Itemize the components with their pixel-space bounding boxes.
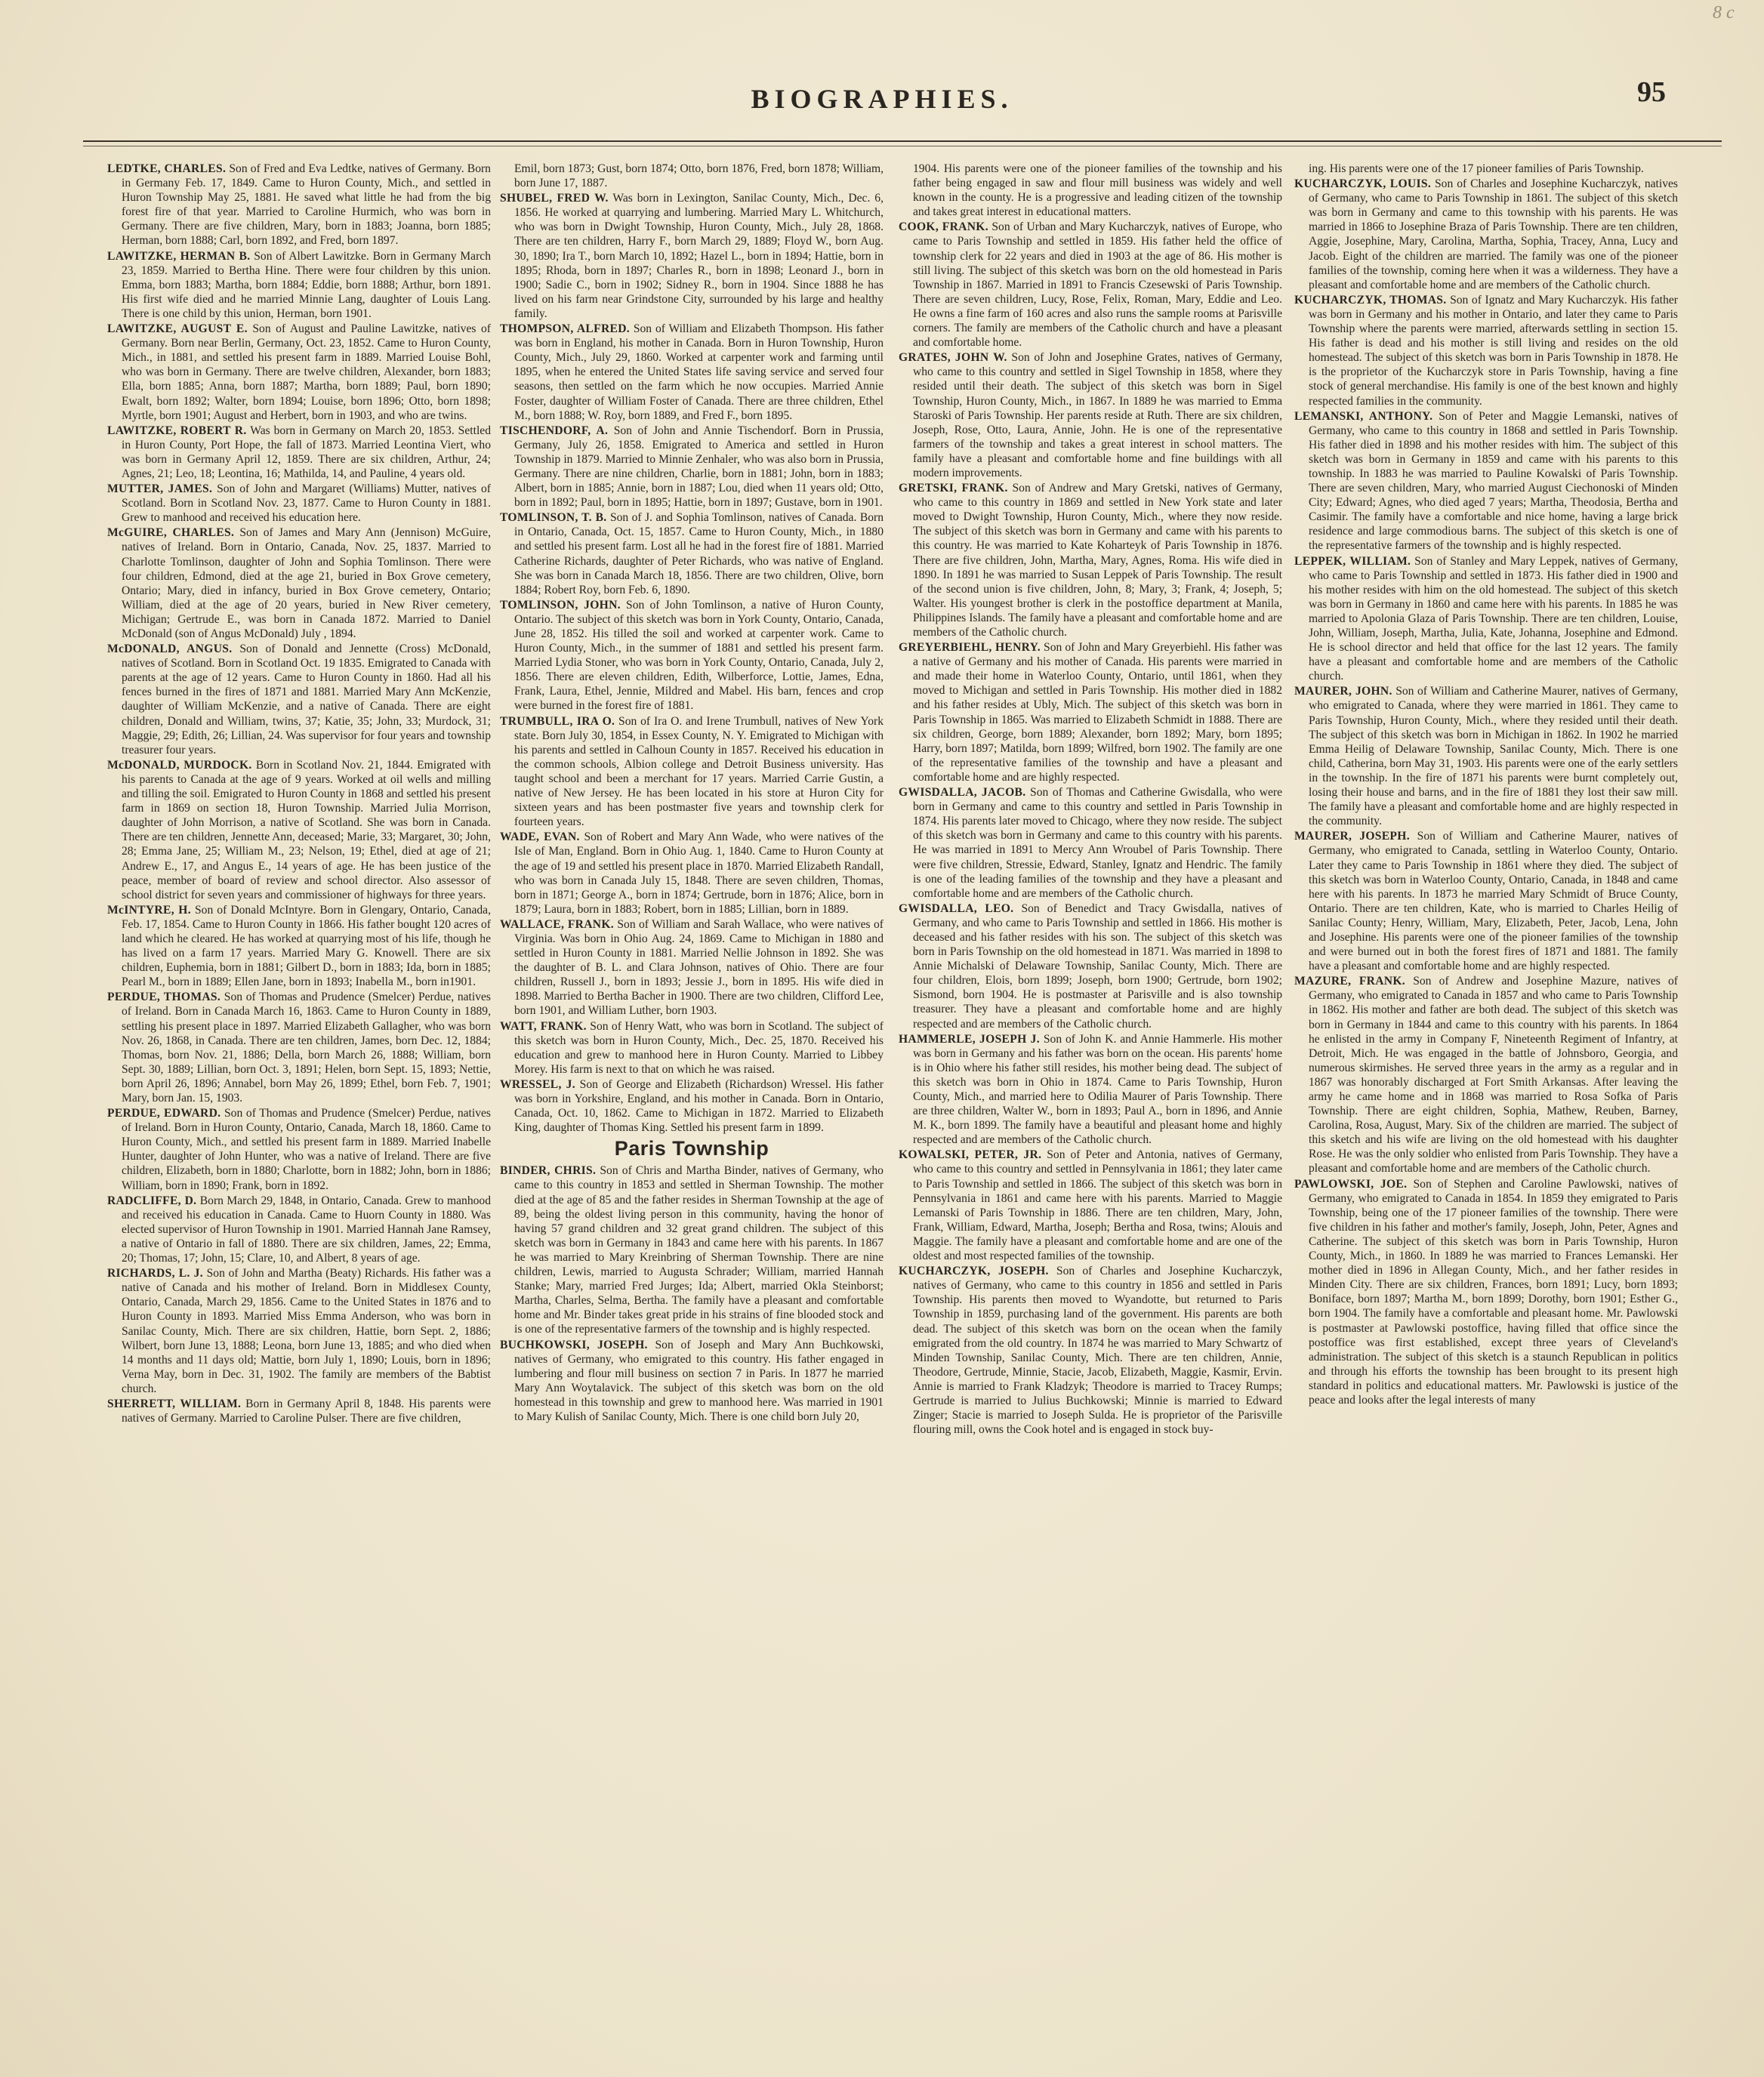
- biography-entry: [899, 1148, 1282, 1263]
- biography-name: RADCLIFFE, D.: [107, 1194, 197, 1207]
- biography-text: Son of William and Catherine Maurer, natives of Germany, who emigrated to Canada, where they were married in 1861. They came to Paris Township, Huron County, Mich., where they resided until their death. The subject of this sketch was born in Michigan in 1862. In 1902 he married Emma Heilig of Delaware Township, Sanilac County, Mich. There is one child, Catherina, born May 31, 1903. His parents were one of the early settlers in the township. In the fire of 1871 his parents were burnt completely out, losing their house and barns, and in the fire of 1881 they lost their saw mill. The family have a pleasant and comfortable home and are highly respected in the community.: [1309, 685, 1678, 828]
- biography-name: MAURER, JOSEPH.: [1294, 830, 1410, 843]
- biography-name: PAWLOWSKI, JOE.: [1294, 1177, 1408, 1191]
- biography-name: TOMLINSON, JOHN.: [500, 598, 621, 612]
- biography-name: WADE, EVAN.: [500, 830, 580, 844]
- biography-text: Son of Andrew and Josephine Mazure, natives of Germany, who emigrated to Canada in 1857 and who came to Paris Township in 1862. His mother and father are both dead. The subject of this sketch was born in Germany in 1844 and came to this country with his parents. In 1864 he enlisted in the army in Company F, Nineteenth Regiment of Infantry, at Detroit, Mich. He was engaged in the battle of Johnsboro, Georgia, and numerous skirmishes. He served three years in the army as a regular and in 1867 was honorably discharged at Fort Smith Arkansas. After leaving the army he came home and in 1868 was married to Rosa Sofka of Paris Township. There are eight children, Sophia, Mathew, Reuben, Barney, Carolina, Rosa, August, Mary. Six of the children are married. The subject of this sketch and his wife are living on the old homestead with his daughter Rose. He was the only soldier who enlisted from Paris Township. They have a pleasant and comfortable home and are members of the Catholic church.: [1309, 975, 1678, 1176]
- biography-text: Son of Ira O. and Irene Trumbull, natives of New York state. Born July 30, 1854, in Essex County, N. Y. Emigrated to Michigan with his parents and settled in Calhoun County in 1857. Received his education in the common schools, Albion college and Detroit Business university. Has taught school and been a merchant for 17 years. Married Carrie Gustin, a native of New Jersey. He has been located in his store at Huron City for sixteen years and has been postmaster five years and township clerk for fourteen years.: [514, 714, 884, 829]
- biography-name: LEDTKE, CHARLES.: [107, 162, 227, 175]
- biography-text: Emil, born 1873; Gust, born 1874; Otto, born 1876, Fred, born 1878; William, born June 17, 1887.: [514, 162, 884, 190]
- biography-text: Born in Scotland Nov. 21, 1844. Emigrated with his parents to Canada at the age of 9 years. Worked at oil wells and milling and tilling the soil. Emigrated to Huron County in 1868 and settled his present farm in 1869 on section 18, Huron Township. Married Julia Morrison, daughter of John Morrison, a native of Scotland. She was born in Canada. There are ten children, Jennette Ann, deceased; Marie, 33; Margaret, 30; John, 28; Emma Jane, 25; William M., 23; Nelson, 19; Ethel, died at age of 21; Andrew E., 17, and Angus E., 14 years of age. He has been justice of the peace, member of board of review and school director. Also assessor of school district for seven years and commissioner of highways for three years.: [122, 758, 491, 901]
- biography-text: Was born in Germany on March 20, 1853. Settled in Huron County, Port Hope, the fall of 1873. Married Leontina Viert, who was born in Germany April 12, 1859. There are six children, Arthur, 24; Agnes, 21; Leo, 18; Leontina, 16; Mathilda, 14, and Pauline, 4 years old.: [122, 424, 491, 480]
- biography-entry: [107, 249, 491, 321]
- biography-text: Son of Fred and Eva Ledtke, natives of Germany. Born in Germany Feb. 17, 1849. Came to Huron County, Mich., and settled in Huron Township May 25, 1881. He saved what little he had from the big forest fire of that year. Married to Caroline Hurmich, who was born in Germany. There are five children, Mary, born in 1883; Joanna, born 1885; Herman, born 1888; Carl, born 1892, and Fred, born 1897.: [122, 162, 491, 248]
- biography-entry: [107, 642, 491, 757]
- biography-entry: [107, 424, 491, 481]
- biography-text: Son of Andrew and Mary Gretski, natives of Germany, who came to this country in 1869 and settled in New York state and later moved to Dwight Township, Huron County, Mich., where they now reside. The subject of this sketch was born in Germany and came with his parents to this country. He was married to Kate Koharteyk of Paris Township in 1876. There are five children, John, Martha, Mary, Agnes, Roma. His wife died in 1890. In 1891 he was married to Susan Leppek of Paris Township. The result of the second union is five children, John, 8; Mary, 3; Frank, 4; Joseph, 5; Walter. His youngest brother is clerk in the postoffice department at Manila, Philippines Islands. The family have a pleasant and comfortable home and are members of the Catholic church.: [913, 482, 1282, 639]
- biography-entry: [107, 322, 491, 423]
- biography-text: Son of Joseph and Mary Ann Buchkowski, natives of Germany, who emigrated to this country. His father engaged in lumbering and flour mill business on section 7 in Paris. In 1877 he married Mary Ann Woytalavick. The subject of this sketch was born on the old homestead in this township and grew to manhood here. Was married in 1901 to Mary Kulish of Sanilac County, Mich. There is one child born July 20,: [514, 1338, 884, 1423]
- biography-name: THOMPSON, ALFRED.: [500, 322, 630, 336]
- biography-name: KUCHARCZYK, LOUIS.: [1294, 177, 1432, 191]
- biography-name: SHERRETT, WILLIAM.: [107, 1397, 242, 1410]
- biography-entry: [899, 220, 1282, 350]
- biography-name: GWISDALLA, JACOB.: [899, 786, 1026, 800]
- biography-entry: [1294, 554, 1678, 684]
- biography-name: KUCHARCZYK, JOSEPH.: [899, 1265, 1049, 1278]
- biography-name: TISCHENDORF, A.: [500, 424, 609, 437]
- biography-text: Son of Urban and Mary Kucharczyk, natives of Europe, who came to Paris Township and settled in 1859. His father held the office of township clerk for 22 years and died in 1903 at the age of 86. His mother is still living. The subject of this sketch was born on the old homestead in Paris Township in 1867. Married in 1891 to Francis Czesewski of Paris Township. There are seven children, Lucy, Rose, Felix, Roman, Mary, Eddie and Leo. He owns a fine farm of 160 acres and also runs the sample rooms at Parisville corners. The family are members of the Catholic church and have a pleasant and comfortable home.: [913, 220, 1282, 350]
- section-heading: Paris Township: [614, 1137, 769, 1160]
- biography-name: MUTTER, JAMES.: [107, 482, 213, 496]
- biography-text: Son of Donald McIntyre. Born in Glengary, Ontario, Canada, Feb. 17, 1854. Came to Huron County in 1866. His father bought 120 acres of land which he cleared. He has worked at quarrying most of his life, though he has lived on a farm 17 years. Married Mary G. Knowell. There are six children, Euphemia, born in 1881; Gilbert D., born in 1883; Ida, born in 1885; Pearl M., born in 1889; Ellen Jane, born in 1893; Inabella M., born in1901.: [122, 903, 491, 989]
- biography-text: Was born in Lexington, Sanilac County, Mich., Dec. 6, 1856. He worked at quarrying and lumbering. Married Mary L. Whitchurch, who was born in Dwight Township, Huron County, Mich., July 28, 1868. There are ten children, Harry F., born March 29, 1889; Floyd W., born Aug. 30, 1890; Ira T., born March 10, 1892; Hazel L., born in 1894; Hattie, born in 1895; Rhoda, born in 1897; Charles R., born in 1898; Leonard J., born in 1900; Sadie C., born in 1902; Sidney R., born in 1904. Since 1888 he has lived on his farm near Grindstone City, surrounded by his large and healthy family.: [514, 192, 884, 320]
- biography-entry: [107, 990, 491, 1105]
- biography-name: LEMANSKI, ANTHONY.: [1294, 409, 1433, 423]
- biography-text: Son of Thomas and Prudence (Smelcer) Perdue, natives of Ireland. Born in Huron County, Ontario, Canada, March 18, 1860. Came to Huron County, Mich., and settled his present farm in 1889. Married Inabelle Hunter, daughter of John Hunter, who was a native of Ireland. There are five children, Elizabeth, born in 1880; Charlotte, born in 1882; John, born in 1886; William, born in 1890; Frank, born in 1892.: [122, 1107, 491, 1192]
- biography-entry: [1294, 177, 1678, 292]
- biography-name: McINTYRE, H.: [107, 903, 191, 917]
- biography-entry: [899, 1264, 1282, 1437]
- biography-text: Born March 29, 1848, in Ontario, Canada. Grew to manhood and received his education in Canada. Came to Huorn County in 1880. Was elected supervisor of Huron Township in 1901. Married Hannah Jane Ramsey, a native of Ontario in fall of 1880. There are six children, James, 22; Emma, 20; Thomas, 17; John, 15; Clare, 10, and Albert, 8 years of age.: [122, 1194, 491, 1265]
- biography-name: LAWITZKE, ROBERT R.: [107, 424, 247, 437]
- text-column-2: [500, 162, 884, 2049]
- biography-entry: [1294, 162, 1678, 176]
- biography-entry: [500, 191, 884, 321]
- biography-entry: [107, 1194, 491, 1265]
- biography-entry: [500, 830, 884, 917]
- biography-name: RICHARDS, L. J.: [107, 1267, 203, 1280]
- biography-name: SHUBEL, FRED W.: [500, 192, 609, 205]
- text-column-1: [107, 162, 491, 2049]
- biography-text: Son of John and Martha (Beaty) Richards. His father was a native of Canada and his mother of Ireland. Born in Middlesex County, Ontario, Canada, March 29, 1856. Came to the United States in 1876 and to Huron County in 1893. Married Miss Emma Anderson, who was born in Sanilac County, Mich. There are six children, Hattie, born Sept. 2, 1886; Wilbert, born June 13, 1888; Leona, born June 13, 1885; and who died when 14 months and 11 days old; Mattie, born July 1, 1890; Louis, born in 1896; Verna May, born in Dec. 31, 1902. The family are members of the Babtist church.: [122, 1267, 491, 1395]
- biography-name: MAZURE, FRANK.: [1294, 975, 1405, 988]
- biography-text: Son of William and Sarah Wallace, who were natives of Virginia. Was born in Ohio Aug. 24, 1869. Came to Michigan in 1880 and settled in Huron County in 1881. Married Nellie Johnson in 1892. She was the daughter of B. L. and Clara Johnson, natives of Ohio. There are four children, Russell J., born in 1893; Jessie J., born in 1895. His wife died in 1898. Married to Bertha Bacher in 1900. There are two children, Clifford Lee, born 1901, and William Luther, born 1903.: [514, 917, 884, 1018]
- biography-text: Son of Peter and Maggie Lemanski, natives of Germany, who came to this country in 1868 and settled in Paris Township. His father died in 1898 and his mother resides with him. The subject of this sketch was born in Germany in 1859 and came with his parents to this township. In 1883 he was married to Pauline Kowalski of Paris Township. There are seven children, Mary, who married August Ciechonoski of Minden City; Edward; Agnes, who died aged 7 years; Martha, Theodosia, Bertha and Casimir. The family have a comfortable and nice home, having a large brick residence and large commodious barns. The subject of this sketch is one of the representative farmers of the township and is highly respected.: [1309, 409, 1678, 553]
- biography-name: BUCHKOWSKI, JOSEPH.: [500, 1338, 648, 1351]
- biography-entry: [500, 917, 884, 1018]
- biography-text: Son of Charles and Josephine Kucharczyk, natives of Germany, who came to Paris Township in 1861. The subject of this sketch was born in Germany and came to this township with his parents. He was married in 1866 to Josephine Braza of Paris Township. There are ten children, Aggie, Josephine, Mary, Carolina, Martha, Sophia, Tracey, Anna, Lucy and Jacob. Eight of the children are married. The family was one of the pioneer families of the township, coming here when it was a wilderness. They have a pleasant and comfortable home and are members of the Catholic church.: [1309, 177, 1678, 291]
- biography-name: COOK, FRANK.: [899, 220, 988, 234]
- biography-text: 1904. His parents were one of the pioneer families of the township and his father being engaged in saw and flour mill business was widely and well known in the county. He is a progressive and leading citizen of the township and takes great interest in educational matters.: [913, 162, 1282, 219]
- biography-name: McGUIRE, CHARLES.: [107, 526, 235, 540]
- header-rule: [83, 140, 1722, 142]
- biography-name: McDONALD, ANGUS.: [107, 643, 233, 656]
- biography-text: Son of Peter and Antonia, natives of Germany, who came to this country and settled in Pennsylvania in 1861; they later came to Paris Township and settled in 1866. The subject of this sketch was born in Pennsylvania in 1861 and came here with his parents. Married to Maggie Lemanski of Paris Township in 1886. There are ten children, Mary, John, Frank, William, Edward, Martha, Joseph; Bertha and Rosa, twins; Alouis and Maggie. The family have a pleasant and comfortable home and are one of the oldest and most respected families of the township.: [913, 1148, 1282, 1263]
- biography-text: Son of James and Mary Ann (Jennison) McGuire, natives of Ireland. Born in Ontario, Canada, Nov. 25, 1837. Married to Charlotte Tomlinson, daughter of John and Sophia Tomlinson. There were four children, Edmond, died at the age 21, buried in Box Grove cemetery, Ontario; Mary, died in infancy, buried in Box Grove cemetery, Ontario; William, died at the age of 20 years, buried in New River cemetery, Michigan; Gertrude E., was born in Canada 1872. Married to Daniel McDonald (son of Angus McDonald) July , 1894.: [122, 526, 491, 640]
- biography-text: Son of J. and Sophia Tomlinson, natives of Canada. Born in Ontario, Canada, Oct. 15, 1857. Came to Huron County, Mich., in 1880 and settled his present farm. Lost all he had in the forest fire of 1881. Married Catherine Richards, daughter of Peter Richards, who was native of England. She was born in Canada March 18, 1856. There are two children, Olive, born 1884; Robert Roy, born Feb. 6, 1890.: [514, 511, 884, 596]
- biography-text: Son of John K. and Annie Hammerle. His mother was born in Germany and his father was born on the ocean. His parents' home is in Ohio where his father still resides, his mother being dead. The subject of this sketch was born in Ohio in 1874. Came to Paris Township, Huron County, Mich., and married here to Odilia Maurer of Paris Township. There are three children, Walter W., born in 1893; Paul A., born in 1896, and Annie M. K., born 1899. The family have a beautiful and pleasant home and highly respected and are members of the Catholic church.: [913, 1032, 1282, 1147]
- biography-entry: [1294, 829, 1678, 973]
- biography-entry: [107, 758, 491, 902]
- biography-text: Son of William and Elizabeth Thompson. His father was born in England, his mother in Canada. Born in Huron Township, Huron County, Mich., July 29, 1860. Worked at carpenter work and farming until 1895, when he entered the United States life saving service and served four seasons, then settled on the farm which he now occupies. Married Annie Foster, daughter of William Foster of Canada. There are three children, Ethel M., born 1888; W. Roy, born 1889, and Fred F., born 1895.: [514, 322, 884, 422]
- biography-entry: [500, 1019, 884, 1077]
- biography-name: LAWITZKE, HERMAN B.: [107, 249, 251, 263]
- biography-text: Son of Benedict and Tracy Gwisdalla, natives of Germany, and who came to Paris Township and settled in 1866. His mother is deceased and his father resides with his son. The subject of this sketch was born in Paris Township on the old homestead in 1871. Was married in 1898 to Annie Michalski of Delaware Township, Sanilac County, Mich. There are four children, Elois, born 1899; Joseph, born 1900; Gertrude, born 1902; Sismond, born 1904. He is postmaster at Parisville and is also township treasurer. They have a pleasant and comfortable home and are highly respected and are members of the Catholic church.: [913, 901, 1282, 1031]
- biography-name: KUCHARCZYK, THOMAS.: [1294, 293, 1447, 307]
- biography-entry: [107, 1266, 491, 1396]
- biography-entry: [500, 424, 884, 510]
- biography-text: Son of George and Elizabeth (Richardson) Wressel. His father was born in Yorkshire, England, and his mother in Canada. Born in Ontario, Canada, Oct. 10, 1862. Came to Michigan in 1872. Married to Elizabeth King, daughter of Thomas King. Settled his present farm in 1899.: [514, 1077, 884, 1135]
- biography-name: KOWALSKI, PETER, JR.: [899, 1148, 1042, 1162]
- biography-entry: [107, 903, 491, 990]
- biography-text: Son of Albert Lawitzke. Born in Germany March 23, 1859. Married to Bertha Hine. There were four children by this union. Emma, born 1883; Martha, born 1884; Eddie, born 1888; Arthur, born 1891. His first wife died and he married Minnie Lang, daughter of Louis Lang. There is one child by this union, Herman, born 1901.: [122, 249, 491, 320]
- biography-entry: [500, 598, 884, 713]
- biography-entry: [899, 640, 1282, 784]
- biography-text: Son of Stanley and Mary Leppek, natives of Germany, who came to Paris Township and settled in 1873. His father died in 1900 and his mother resides with him on the old homestead. The subject of this sketch was born in Germany in 1860 and came here with his parents. In 1885 he was married to Apolonia Glaza of Paris Township. There are ten children, Louise, John, William, Joseph, Martha, Julia, Kate, Johanna, Josephine and Edmond. He is school director and held that office for the last 12 years. The family have a pleasant and comfortable home and are members of the Catholic church.: [1309, 554, 1678, 683]
- biography-entry: [107, 525, 491, 641]
- biography-text: Son of John and Mary Greyerbiehl. His father was a native of Germany and his mother of Canada. His parents were married in and made their home in Waterloo County, Ontario, until 1861, when they moved to Michigan and settled in Paris Township. His mother died in 1882 and his father resides at Ubly, Mich. The subject of this sketch was born in Paris Township in 1865. Was married to Elizabeth Schmidt in 1888. There are six children, George, born 1889; Alexander, born 1892; Mary, born 1895; Harry, born 1897; Matilda, born 1899; Wilfred, born 1902. The family are one of the representative families of the township and have a pleasant and comfortable home and are highly respected.: [913, 641, 1282, 784]
- biography-name: PERDUE, EDWARD.: [107, 1107, 221, 1120]
- biography-entry: [899, 350, 1282, 480]
- biography-name: GREYERBIEHL, HENRY.: [899, 641, 1041, 655]
- biography-name: PERDUE, THOMAS.: [107, 991, 221, 1004]
- biography-text: Son of Charles and Josephine Kucharczyk, natives of Germany, who came to this country in 1856 and settled in Paris Township. His parents then moved to Wyandotte, but returned to Paris Township in 1859, purchasing land of the government. His parents are both dead. The subject of this sketch was born on the ocean when the family emigrated from the old country. In 1874 he was married to Mary Schwartz of Minden Township, Sanilac County, Mich. There are ten children, Annie, Theodore, Gertrude, Minnie, Stacie, Jacob, Elizabeth, Maggie, Kasmir, Ervin. Annie is married to Frank Kladzyk; Theodore is married to Tracey Rumps; Gertrude is married to Julius Buchkowski; Minnie is married to Edward Zinger; Stacie is married to Joseph Sulda. He is proprietor of the Parisville flouring mill, owns the Cook hotel and is engaged in stock buy-: [913, 1265, 1282, 1437]
- biography-entry: [107, 162, 491, 248]
- biography-name: WRESSEL, J.: [500, 1077, 575, 1091]
- biography-name: WATT, FRANK.: [500, 1019, 587, 1033]
- page-title: BIOGRAPHIES.: [751, 84, 1013, 114]
- biography-name: McDONALD, MURDOCK.: [107, 758, 252, 772]
- biography-name: BINDER, CHRIS.: [500, 1164, 597, 1178]
- biography-name: WALLACE, FRANK.: [500, 917, 614, 931]
- biography-entry: [899, 785, 1282, 901]
- biography-text: Son of August and Pauline Lawitzke, natives of Germany. Born near Berlin, Germany, Oct. 23, 1852. Came to Huron County, Mich., in 1881, and settled his present farm in 1889. Married Louise Bohl, who was born in Germany. There are twelve children, Alexander, born 1883; Ella, born 1885; Anna, born 1887; Martha, born 1889; Paul, born 1890; Ewalt, born 1892; Walter, born 1894; Louise, born 1896; Otto, born 1898; Myrtle, born 1901; August and Herbert, born in 1903, and who are twins.: [122, 322, 491, 422]
- text-column-3: [899, 162, 1282, 2049]
- biography-entry: [1294, 1177, 1678, 1408]
- biography-text: Son of Thomas and Catherine Gwisdalla, who were born in Germany and came to this country and settled in Paris Township in 1874. His parents later moved to Chicago, where they now reside. The subject of this sketch was born in Germany and came to this country with his parents. He was married in 1891 to Mercy Ann Wroubel of Paris Township. There were five children, Stressie, Edward, Stanley, Ignatz and Hendric. The family is one of the leading families of the township and they have a pleasant and comfortable home and are members of the Catholic church.: [913, 786, 1282, 900]
- biography-text: ing. His parents were one of the 17 pioneer families of Paris Township.: [1309, 162, 1644, 175]
- biography-name: TOMLINSON, T. B.: [500, 511, 607, 525]
- biography-text: Son of John and Josephine Grates, natives of Germany, who came to this country and settled in Sigel Township in 1858, where they resided until their death. The subject of this sketch was born in Sigel Township, Huron County, Mich., in 1867. In 1889 he was married to Emma Staroski of Paris Township. Her parents reside at Ruth. There are six children, Joseph, Rose, Otto, Laura, Annie, John. He is one of the representative farmers of the township and takes a great interest in school matters. The family have a pleasant and comfortable home and fine buildings with all modern improvements.: [913, 351, 1282, 479]
- biography-entry: [1294, 293, 1678, 408]
- biography-entry: [500, 510, 884, 597]
- biography-entry: [1294, 684, 1678, 828]
- biography-entry: [899, 1032, 1282, 1148]
- biography-text: Son of Thomas and Prudence (Smelcer) Perdue, natives of Ireland. Born in Canada March 16, 1863. Came to Huron County in 1889, settling his present place in 1897. Married Elizabeth Gallagher, who was born Nov. 26, 1868, in Canada. There are ten children, James, born Dec. 12, 1884; Thomas, born Nov. 21, 1886; Della, born March 26, 1888; William, born Sept. 30, 1889; Lillian, born Oct. 3, 1891; Helen, born Sept. 15, 1893; Nettie, born April 26, 1896; Annabel, born May 26, 1899; Ethel, born Feb. 7, 1901; Mary, born Jan. 15, 1903.: [122, 991, 491, 1105]
- biography-text: Son of Chris and Martha Binder, natives of Germany, who came to this country in 1853 and settled in Sherman Township. The mother died at the age of 85 and the father resides in Sherman Township at the age of 89, being the oldest living person in this community, having the honor of having 57 grand children and 32 great grand children. The subject of this sketch was born in Germany in 1843 and came here with his parents. In 1867 he was married to Mary Kreinbring of Sherman Township. There are nine children, Lewis, married to Augusta Schrader; William, married Hannah Stanke; Mary, married Fred Jurges; Ida; Albert, married Okla Steinborst; Martha, Charles, Selma, Bertha. The family have a pleasant and comfortable home and Mr. Binder takes great pride in his strains of fine blooded stock and is one of the representative farmers of the township and is highly respected.: [514, 1164, 884, 1336]
- text-column-4: [1294, 162, 1678, 2049]
- biography-text: Son of Henry Watt, who was born in Scotland. The subject of this sketch was born in Huron County, Mich., Dec. 25, 1870. Received his education and grew to manhood here in Huron County. Married to Libbey Morey. His farm is next to that on which he was raised.: [514, 1019, 884, 1076]
- biography-entry: [899, 481, 1282, 639]
- biography-text: Born in Germany April 8, 1848. His parents were natives of Germany. Married to Caroline Pulser. There are five children,: [122, 1397, 491, 1425]
- biography-text: Son of John Tomlinson, a native of Huron County, Ontario. The subject of this sketch was born in York County, Ontario, Canada, June 28, 1852. His tilled the soil and worked at carpenter work. Came to Huron County, Mich., in the summer of 1881 and settled his present farm. Married Lydia Stoner, who was born in York County, Ontario, Canada, July 2, 1856. There are eleven children, Edith, Wilberforce, Lottie, James, Edna, Frank, Laura, Ethel, Jennie, Mildred and Mabel. His barn, fences and crop were burned in the forest fire of 1881.: [514, 598, 884, 713]
- biography-entry: [107, 1397, 491, 1425]
- biography-entry: [107, 1106, 491, 1193]
- biography-name: MAURER, JOHN.: [1294, 685, 1392, 698]
- biography-entry: [899, 162, 1282, 219]
- biography-name: GWISDALLA, LEO.: [899, 901, 1014, 915]
- biography-name: HAMMERLE, JOSEPH J.: [899, 1032, 1040, 1046]
- biography-entry: [899, 901, 1282, 1031]
- biography-text: Son of Ignatz and Mary Kucharczyk. His father was born in Germany and his mother in Ontario, and later they came to Paris Township where the parents were married, afterwards settling in section 15. His father is dead and his mother is still living and resides on the old homestead. The subject of this sketch was born in Paris Township in 1878. He is the proprietor of the Kucharczyk store in Paris Township, having a fine stock of general merchandise. His family is one of the best known and highly respected families in the community.: [1309, 293, 1678, 408]
- biography-text: Son of Donald and Jennette (Cross) McDonald, natives of Scotland. Born in Scotland Oct. 19 1835. Emigrated to Canada with parents at the age of 12 years. Came to Huron County in 1860. Had all his fences burned in the fires of 1871 and 1881. Married Mary Ann McKenzie, daughter of William McKenzie, and a native of Canada. There are eight children, Donald and William, twins, 37; Katie, 35; John, 33; Murdock, 31; Maggie, 29; Edith, 26; Lillian, 24. Was supervisor for four years and township treasurer four years.: [122, 643, 491, 757]
- biography-entry: [1294, 974, 1678, 1176]
- biography-entry: [500, 714, 884, 830]
- biography-entry: [500, 162, 884, 190]
- biography-entry: [1294, 409, 1678, 553]
- biography-name: TRUMBULL, IRA O.: [500, 714, 615, 728]
- biography-text: Son of William and Catherine Maurer, natives of Germany, who emigrated to Canada, settling in Waterloo County, Ontario. Later they came to Paris Township in 1861 where they died. The subject of this sketch was born in Waterloo County, Ontario, Canada, in 1848 and came here with his parents. In 1873 he married Mary Schmidt of Bruce County, Ontario. There are ten children, Kate, who is married to Charles Heilig of Sanilac County; Henry, William, Mary, Elizabeth, Peter, Jacob, Lena, John and Josephine. His parents were one of the pioneer families of the township and were burned out in both the forest fires of 1871 and 1881. The family have a pleasant and comfortable home and are highly respected.: [1309, 830, 1678, 973]
- biography-text: Son of Stephen and Caroline Pawlowski, natives of Germany, who emigrated to Canada in 1854. In 1859 they emigrated to Paris Township, being one of the 17 pioneer families of the township. There were five children in his father and mother's family, Joseph, John, Peter, Agnes and Catherine. The subject of this sketch was born in Paris Township, Huron County, Mich., in 1860. In 1889 he was married to Frances Lemanski. Her mother died in 1896 in Allegan County, Mich., and her father resides in Minden City. There are six children, Frances, born 1891; Lucy, born 1893; Boniface, born 1897; Martha M., born 1899; Dorothy, born 1901; Esther G., born 1904. The family have a comfortable and pleasant home. Mr. Pawlowski is postmaster at Pawlowski postoffice, having filled that office since the postoffice was first established, except three years of Cleveland's administration. The subject of this sketch is a staunch Republican in politics and through his efforts the township has been brought to its present high standard in politics and educational matters. Mr. Pawlowski is justice of the peace and looks after the legal interests of many: [1309, 1177, 1678, 1407]
- biography-name: LEPPEK, WILLIAM.: [1294, 554, 1411, 568]
- biography-entry: [500, 1163, 884, 1336]
- biography-text: Son of Robert and Mary Ann Wade, who were natives of the Isle of Man, England. Born in Ohio Aug. 1, 1840. Came to Huron County at the age of 19 and settled his present place in 1870. Married Elizabeth Randall, who was born in Canada July 15, 1848. There are seven children, Thomas, born in 1871; George A., born in 1874; Gertrude, born in 1876; Alice, born in 1879; Laura, born in 1883; Robert, born in 1885; Lillian, born in 1889.: [514, 830, 884, 916]
- biography-entry: [107, 482, 491, 525]
- biography-entry: [500, 1338, 884, 1425]
- biography-text: Son of John and Margaret (Williams) Mutter, natives of Scotland. Born in Scotland Nov. 23, 1877. Came to Huron County in 1881. Grew to manhood and received his education here.: [122, 482, 491, 525]
- biography-entry: [500, 1077, 884, 1135]
- page-number: 95: [1637, 76, 1666, 108]
- biography-name: LAWITZKE, AUGUST E.: [107, 322, 248, 336]
- biography-entry: [500, 322, 884, 423]
- biography-text: Son of John and Annie Tischendorf. Born in Prussia, Germany, July 26, 1858. Emigrated to America and settled in Huron Township in 1879. Married to Minnie Zenhaler, who was also born in Prussia, Germany. There are nine children, Charlie, born in 1881; John, born in 1883; Albert, born in 1885; Annie, born in 1887; Lou, died when 11 years old; Otto, born in 1892; Paul, born in 1895; Hattie, born in 1897; Gustave, born in 1901.: [514, 424, 884, 510]
- biography-name: GRATES, JOHN W.: [899, 351, 1007, 365]
- biography-name: GRETSKI, FRANK.: [899, 482, 1008, 495]
- corner-handwritten-mark: 8 c: [1713, 3, 1735, 23]
